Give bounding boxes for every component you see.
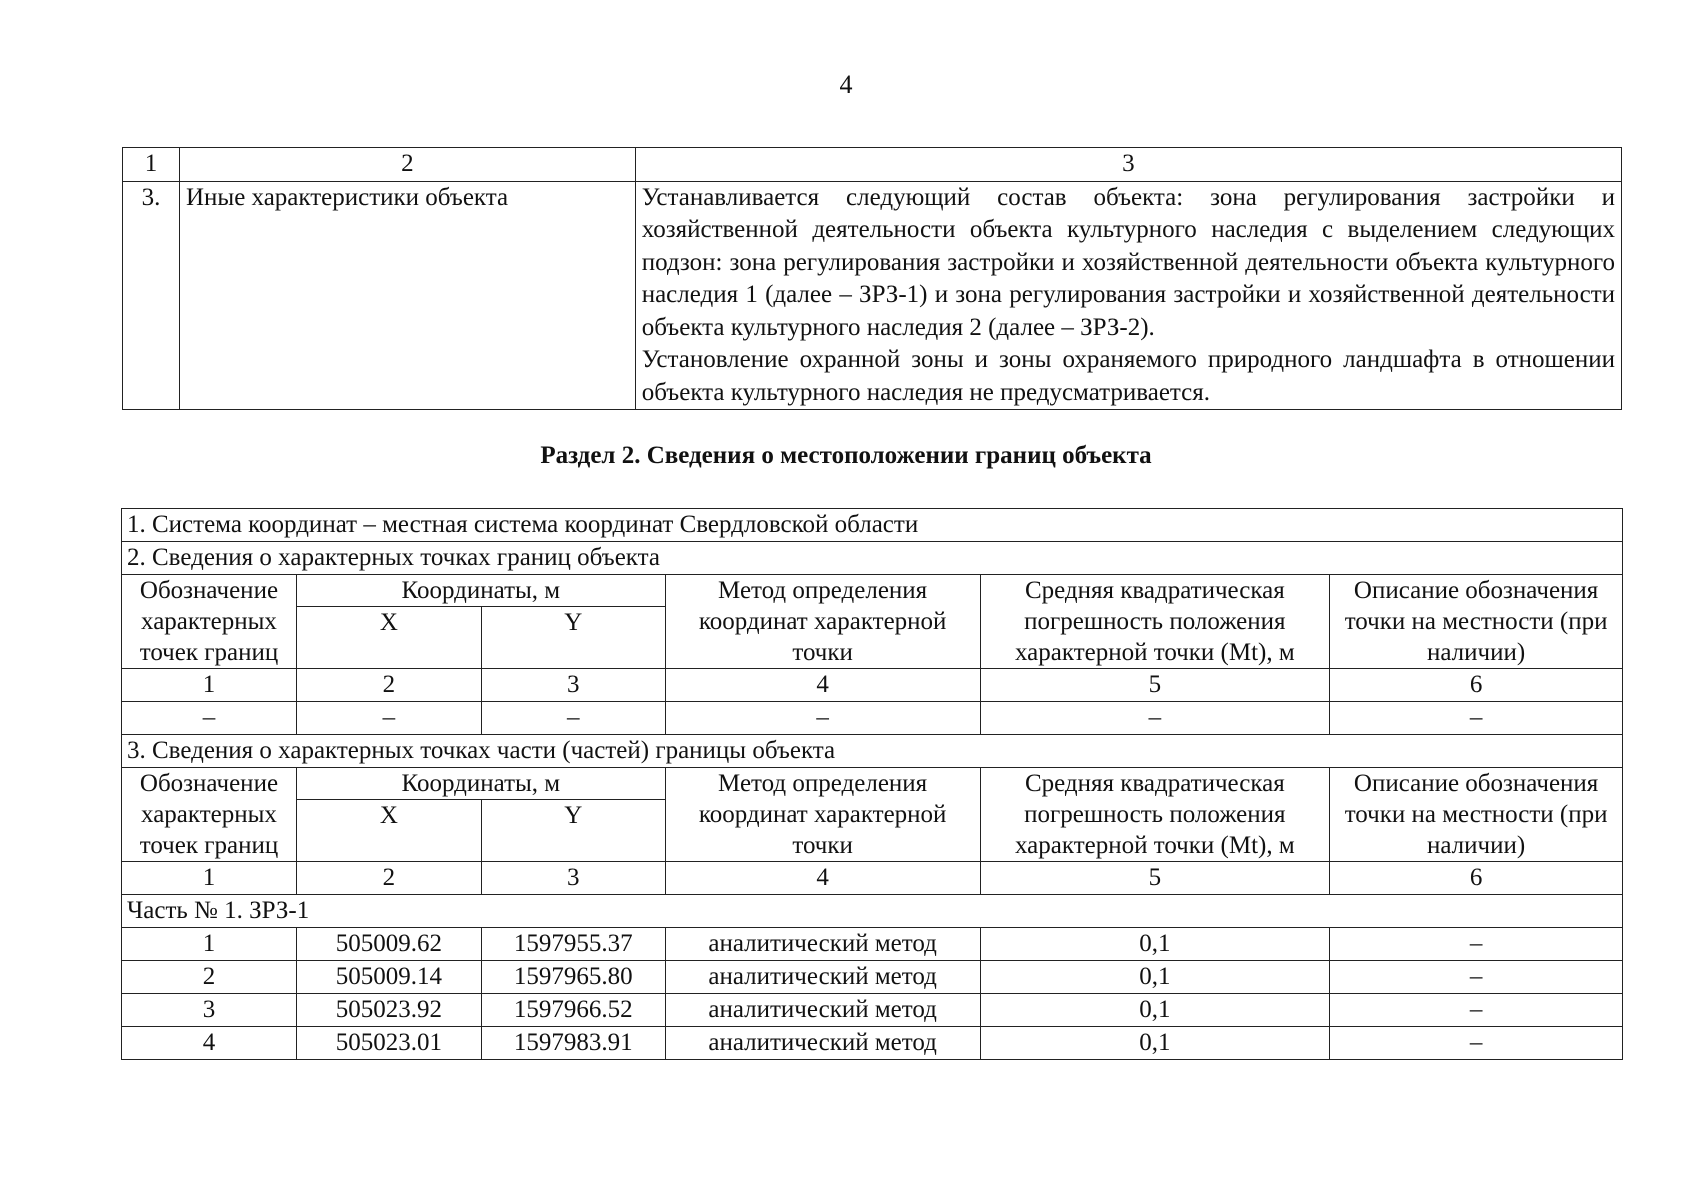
point-y: 1597965.80 <box>481 961 665 994</box>
parts-section-row <box>122 735 1623 768</box>
header-error: Средняя квадратическая погрешность положения характерной точки (Mt), м <box>980 575 1330 669</box>
point-description: – <box>1330 961 1623 994</box>
point-y: 1597983.91 <box>481 1027 665 1060</box>
point-y: 1597955.37 <box>481 928 665 961</box>
coordinate-system-row <box>122 509 1623 542</box>
table-header-row <box>123 148 1622 182</box>
point-number: 1 <box>122 928 297 961</box>
section-title: Раздел 2. Сведения о местоположении границ объекта <box>540 442 1152 469</box>
empty-cell: – <box>1330 702 1623 735</box>
parts-section-text: 3. Сведения о характерных точках части (частей) границы объекта <box>122 735 1623 768</box>
table-row <box>122 1027 1623 1060</box>
col-number: 3 <box>481 669 665 702</box>
row-name: Иные характеристики объекта <box>179 181 635 410</box>
points-section-text: 2. Сведения о характерных точках границ объекта <box>122 542 1623 575</box>
column-numbers-row <box>122 862 1623 895</box>
header-method: Метод определения координат характерной точки <box>665 768 980 862</box>
header-method: Метод определения координат характерной точки <box>665 575 980 669</box>
header-y: Y <box>481 800 665 862</box>
col-number: 6 <box>1330 669 1623 702</box>
point-error: 0,1 <box>980 1027 1330 1060</box>
col-header-3: 3 <box>635 148 1621 182</box>
point-number: 4 <box>122 1027 297 1060</box>
row-number: 3. <box>123 181 180 410</box>
header-designation: Обозначение характерных точек границ <box>122 575 297 669</box>
empty-cell: – <box>481 702 665 735</box>
header-coordinates: Координаты, м <box>296 575 665 607</box>
point-number: 2 <box>122 961 297 994</box>
point-method: аналитический метод <box>665 994 980 1027</box>
table-row <box>122 961 1623 994</box>
col-number: 3 <box>481 862 665 895</box>
row-description <box>635 181 1621 410</box>
point-description: – <box>1330 1027 1623 1060</box>
empty-row <box>122 702 1623 735</box>
col-number: 2 <box>296 669 481 702</box>
point-number: 3 <box>122 994 297 1027</box>
description-paragraph-1: Устанавливается следующий состав объекта: зона регулирования застройки и хозяйственной деятельности объекта культурного наследия с выделением следующих подзон: зона регулирования застройки и хозяйственной деятельности объекта культурного наследия 1 (далее – ЗРЗ-1) и зона регулирования застройки и хозяйственной деятельности объекта культурного наследия 2 (далее – ЗРЗ-2). <box>641 183 1615 341</box>
part-label: Часть № 1. ЗРЗ-1 <box>122 895 1623 928</box>
table-row <box>123 181 1622 410</box>
col-number: 5 <box>980 862 1330 895</box>
header-error: Средняя квадратическая погрешность положения характерной точки (Mt), м <box>980 768 1330 862</box>
point-x: 505009.14 <box>296 961 481 994</box>
description-paragraph-2: Установление охранной зоны и зоны охраняемого природного ландшафта в отношении объекта культурного наследия не предусматривается. <box>641 346 1615 406</box>
header-x: X <box>296 607 481 669</box>
part-label-row <box>122 895 1623 928</box>
header-row-top <box>122 768 1623 800</box>
characteristics-table <box>122 147 1622 410</box>
col-number: 5 <box>980 669 1330 702</box>
point-error: 0,1 <box>980 928 1330 961</box>
header-designation: Обозначение характерных точек границ <box>122 768 297 862</box>
header-coordinates: Координаты, м <box>296 768 665 800</box>
table-row <box>122 928 1623 961</box>
point-x: 505023.92 <box>296 994 481 1027</box>
header-row-top <box>122 575 1623 607</box>
coordinate-system-text: 1. Система координат – местная система координат Свердловской области <box>122 509 1623 542</box>
col-number: 1 <box>122 862 297 895</box>
empty-cell: – <box>980 702 1330 735</box>
point-method: аналитический метод <box>665 1027 980 1060</box>
point-y: 1597966.52 <box>481 994 665 1027</box>
column-numbers-row <box>122 669 1623 702</box>
point-method: аналитический метод <box>665 928 980 961</box>
col-number: 4 <box>665 669 980 702</box>
point-description: – <box>1330 928 1623 961</box>
page-number: 4 <box>839 70 853 99</box>
col-number: 1 <box>122 669 297 702</box>
col-number: 4 <box>665 862 980 895</box>
header-description: Описание обозначения точки на местности (при наличии) <box>1330 768 1623 862</box>
point-x: 505023.01 <box>296 1027 481 1060</box>
point-description: – <box>1330 994 1623 1027</box>
table-row <box>122 994 1623 1027</box>
empty-cell: – <box>296 702 481 735</box>
header-x: X <box>296 800 481 862</box>
empty-cell: – <box>122 702 297 735</box>
point-x: 505009.62 <box>296 928 481 961</box>
header-y: Y <box>481 607 665 669</box>
point-error: 0,1 <box>980 961 1330 994</box>
col-number: 2 <box>296 862 481 895</box>
point-error: 0,1 <box>980 994 1330 1027</box>
col-header-1: 1 <box>123 148 180 182</box>
boundary-points-table <box>121 508 1623 1060</box>
point-method: аналитический метод <box>665 961 980 994</box>
empty-cell: – <box>665 702 980 735</box>
points-section-row <box>122 542 1623 575</box>
col-number: 6 <box>1330 862 1623 895</box>
col-header-2: 2 <box>179 148 635 182</box>
header-description: Описание обозначения точки на местности (при наличии) <box>1330 575 1623 669</box>
